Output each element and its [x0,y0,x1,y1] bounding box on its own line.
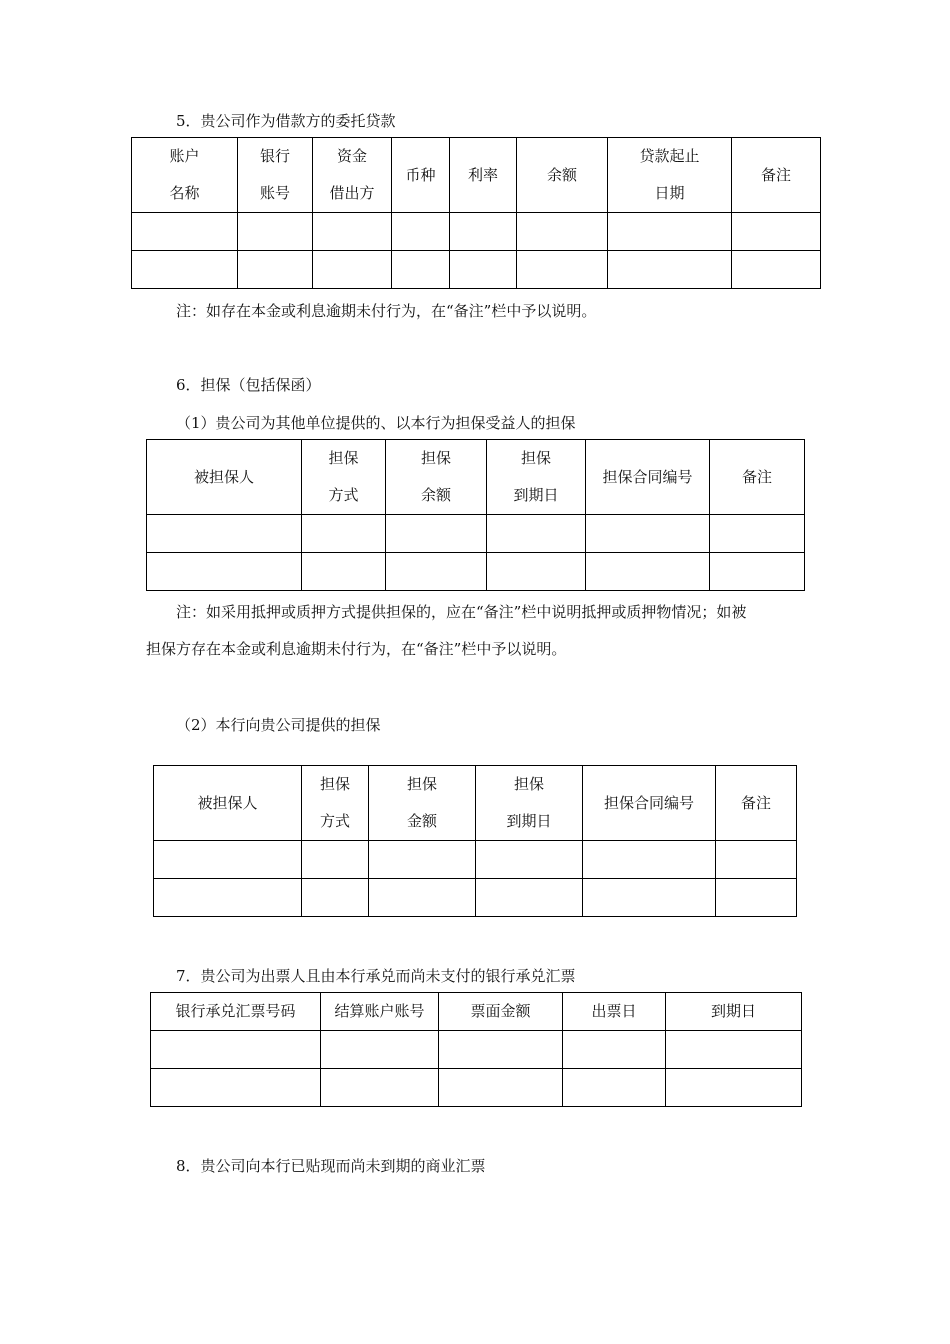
section6-sub1-title: （1）贵公司为其他单位提供的、以本行为担保受益人的担保 [176,414,576,432]
header-cell: 资金 借出方 [313,138,392,213]
empty-cell[interactable] [392,251,450,289]
header-cell: 担保 金额 [369,766,476,841]
empty-cell[interactable] [517,213,608,251]
empty-cell[interactable] [302,553,386,591]
table-row [154,841,797,879]
empty-cell[interactable] [238,213,313,251]
header-cell: 担保合同编号 [583,766,716,841]
empty-cell[interactable] [154,879,302,917]
empty-cell[interactable] [151,1031,321,1069]
table-row [147,553,805,591]
empty-cell[interactable] [392,213,450,251]
empty-cell[interactable] [476,879,583,917]
header-cell: 备注 [710,440,805,515]
header-cell: 账户 名称 [132,138,238,213]
empty-cell[interactable] [517,251,608,289]
empty-cell[interactable] [450,251,517,289]
empty-cell[interactable] [369,879,476,917]
empty-cell[interactable] [132,213,238,251]
empty-cell[interactable] [563,1031,666,1069]
header-cell: 银行承兑汇票号码 [151,993,321,1031]
empty-cell[interactable] [154,841,302,879]
header-cell: 担保 方式 [302,766,369,841]
table-row [154,879,797,917]
empty-cell[interactable] [439,1031,563,1069]
empty-cell[interactable] [487,553,586,591]
empty-cell[interactable] [450,213,517,251]
empty-cell[interactable] [313,213,392,251]
empty-cell[interactable] [147,515,302,553]
header-cell: 出票日 [563,993,666,1031]
empty-cell[interactable] [313,251,392,289]
empty-cell[interactable] [666,1031,802,1069]
empty-cell[interactable] [439,1069,563,1107]
empty-cell[interactable] [732,213,821,251]
empty-cell[interactable] [302,515,386,553]
entrusted-loan-table [131,137,821,289]
header-cell: 担保合同编号 [586,440,710,515]
section5-title: 5．贵公司作为借款方的委托贷款 [176,112,396,130]
empty-cell[interactable] [563,1069,666,1107]
empty-cell[interactable] [147,553,302,591]
guarantee-to-others-table [146,439,805,591]
empty-cell[interactable] [321,1069,439,1107]
table-row [151,1069,802,1107]
section6-sub1-note-line1: 注：如采用抵押或质押方式提供担保的，应在“备注”栏中说明抵押或质押物情况；如被 [176,603,747,621]
empty-cell[interactable] [608,213,732,251]
empty-cell[interactable] [476,841,583,879]
section8-title: 8．贵公司向本行已贴现而尚未到期的商业汇票 [176,1157,486,1175]
empty-cell[interactable] [386,515,487,553]
header-cell: 担保 余额 [386,440,487,515]
empty-cell[interactable] [132,251,238,289]
empty-cell[interactable] [608,251,732,289]
section5-note: 注：如存在本金或利息逾期未付行为，在“备注”栏中予以说明。 [176,302,597,320]
acceptance-bill-table [150,992,802,1107]
empty-cell[interactable] [586,553,710,591]
header-cell: 担保 到期日 [487,440,586,515]
empty-cell[interactable] [386,553,487,591]
empty-cell[interactable] [321,1031,439,1069]
table-row [151,1031,802,1069]
table-row [132,213,821,251]
empty-cell[interactable] [238,251,313,289]
header-cell: 被担保人 [154,766,302,841]
header-cell: 贷款起止 日期 [608,138,732,213]
header-cell: 备注 [732,138,821,213]
empty-cell[interactable] [716,841,797,879]
section6-sub1-note-line2: 担保方存在本金或利息逾期未付行为，在“备注”栏中予以说明。 [146,640,567,658]
empty-cell[interactable] [710,515,805,553]
section7-title: 7．贵公司为出票人且由本行承兑而尚未支付的银行承兑汇票 [176,967,576,985]
header-cell: 到期日 [666,993,802,1031]
empty-cell[interactable] [369,841,476,879]
table-row [147,515,805,553]
header-cell: 币种 [392,138,450,213]
empty-cell[interactable] [586,515,710,553]
table-row [132,251,821,289]
empty-cell[interactable] [583,841,716,879]
header-cell: 结算账户账号 [321,993,439,1031]
empty-cell[interactable] [151,1069,321,1107]
header-cell: 担保 到期日 [476,766,583,841]
empty-cell[interactable] [716,879,797,917]
section6-title: 6．担保（包括保函） [176,376,321,394]
header-cell: 银行 账号 [238,138,313,213]
header-cell: 利率 [450,138,517,213]
empty-cell[interactable] [302,879,369,917]
empty-cell[interactable] [487,515,586,553]
empty-cell[interactable] [583,879,716,917]
bank-guarantee-table [153,765,797,917]
header-cell: 余额 [517,138,608,213]
empty-cell[interactable] [666,1069,802,1107]
empty-cell[interactable] [302,841,369,879]
empty-cell[interactable] [710,553,805,591]
header-cell: 被担保人 [147,440,302,515]
section6-sub2-title: （2）本行向贵公司提供的担保 [176,716,381,734]
header-cell: 备注 [716,766,797,841]
header-cell: 票面金额 [439,993,563,1031]
header-cell: 担保 方式 [302,440,386,515]
empty-cell[interactable] [732,251,821,289]
